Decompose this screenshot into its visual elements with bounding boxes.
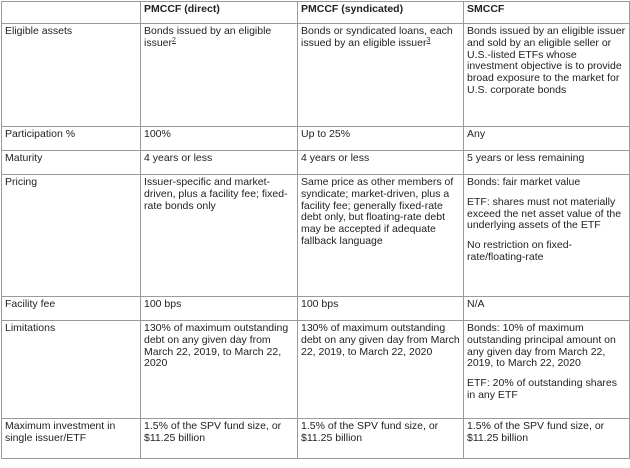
footnote-link[interactable]: 3: [426, 36, 431, 44]
cell-syndicated: [298, 175, 464, 297]
facility-comparison-table: [1, 1, 630, 459]
cell-text: Same price as other members of syndicate; market-driven, plus a facility fee; generally fixed-rate debt only, but floating-rate debt may be accepted if adequate fallback language: [301, 176, 454, 247]
row-label: Maximum investment in single issuer/ETF: [2, 419, 141, 459]
cell-syndicated: Up to 25%: [298, 127, 464, 151]
cell-text: 130% of maximum outstanding debt on any given day from March 22, 2019, to March 22, 2020: [144, 322, 289, 370]
cell-smccf: N/A: [464, 297, 630, 321]
cell-smccf: [464, 175, 630, 297]
row-label: Facility fee: [2, 297, 141, 321]
cell-smccf: 5 years or less remaining: [464, 151, 630, 175]
cell-syndicated: 4 years or less: [298, 151, 464, 175]
cell-text: Bonds: fair market value: [467, 176, 581, 188]
row-label: Pricing: [2, 175, 141, 297]
cell-direct: 1.5% of the SPV fund size, or $11.25 billion: [141, 419, 298, 459]
table-row: [2, 151, 630, 175]
row-label: Maturity: [2, 151, 141, 175]
cell-text: 130% of maximum outstanding debt on any given day from March 22, 2019, to March 22, 2020: [301, 322, 460, 358]
header-row: [2, 2, 630, 24]
cell-syndicated: [298, 321, 464, 419]
cell-direct: [141, 321, 298, 419]
header-empty-cell: [2, 2, 141, 24]
header-smccf: SMCCF: [464, 2, 630, 24]
table-row: [2, 24, 630, 127]
row-label: Participation %: [2, 127, 141, 151]
cell-text: ETF: shares must not materially exceed the net asset value of the underlying assets of the ETF: [467, 195, 622, 232]
cell-text: ETF: 20% of outstanding shares in any ETF: [467, 377, 617, 401]
cell-smccf: [464, 321, 630, 419]
row-label: Eligible assets: [2, 24, 141, 127]
cell-text: Bonds or syndicated loans, each issued by an eligible issuer: [301, 25, 453, 49]
row-label: Limitations: [2, 321, 141, 419]
cell-text: No restriction on fixed-rate/floating-rate: [467, 239, 573, 263]
cell-text: Issuer-specific and market-driven, plus a facility fee; fixed-rate bonds only: [144, 176, 288, 212]
cell-direct: 100%: [141, 127, 298, 151]
cell-syndicated: 100 bps: [298, 297, 464, 321]
table-row: [2, 321, 630, 419]
cell-direct: 4 years or less: [141, 151, 298, 175]
cell-direct: 100 bps: [141, 297, 298, 321]
cell-text: Bonds issued by an eligible issuer: [144, 25, 272, 49]
table-row: [2, 175, 630, 297]
cell-syndicated: [298, 24, 464, 127]
cell-direct: [141, 24, 298, 127]
cell-smccf: 1.5% of the SPV fund size, or $11.25 billion: [464, 419, 630, 459]
table-row: [2, 127, 630, 151]
footnote-link[interactable]: 2: [172, 36, 176, 44]
header-pmccf-direct: PMCCF (direct): [141, 2, 298, 24]
table-row: [2, 297, 630, 321]
table-row: [2, 419, 630, 459]
cell-smccf: [464, 24, 630, 127]
cell-text: Bonds: 10% of maximum outstanding principal amount on any given day from March 22, 2019, to March 22, 2020: [467, 322, 616, 370]
cell-text: Bonds issued by an eligible issuer and sold by an eligible seller or U.S.-listed ETFs whose investment objective is to provide broad exposure to the market for U.S. corporate bonds: [467, 25, 626, 96]
cell-smccf: Any: [464, 127, 630, 151]
cell-direct: [141, 175, 298, 297]
header-pmccf-syndicated: PMCCF (syndicated): [298, 2, 464, 24]
cell-syndicated: 1.5% of the SPV fund size, or $11.25 billion: [298, 419, 464, 459]
